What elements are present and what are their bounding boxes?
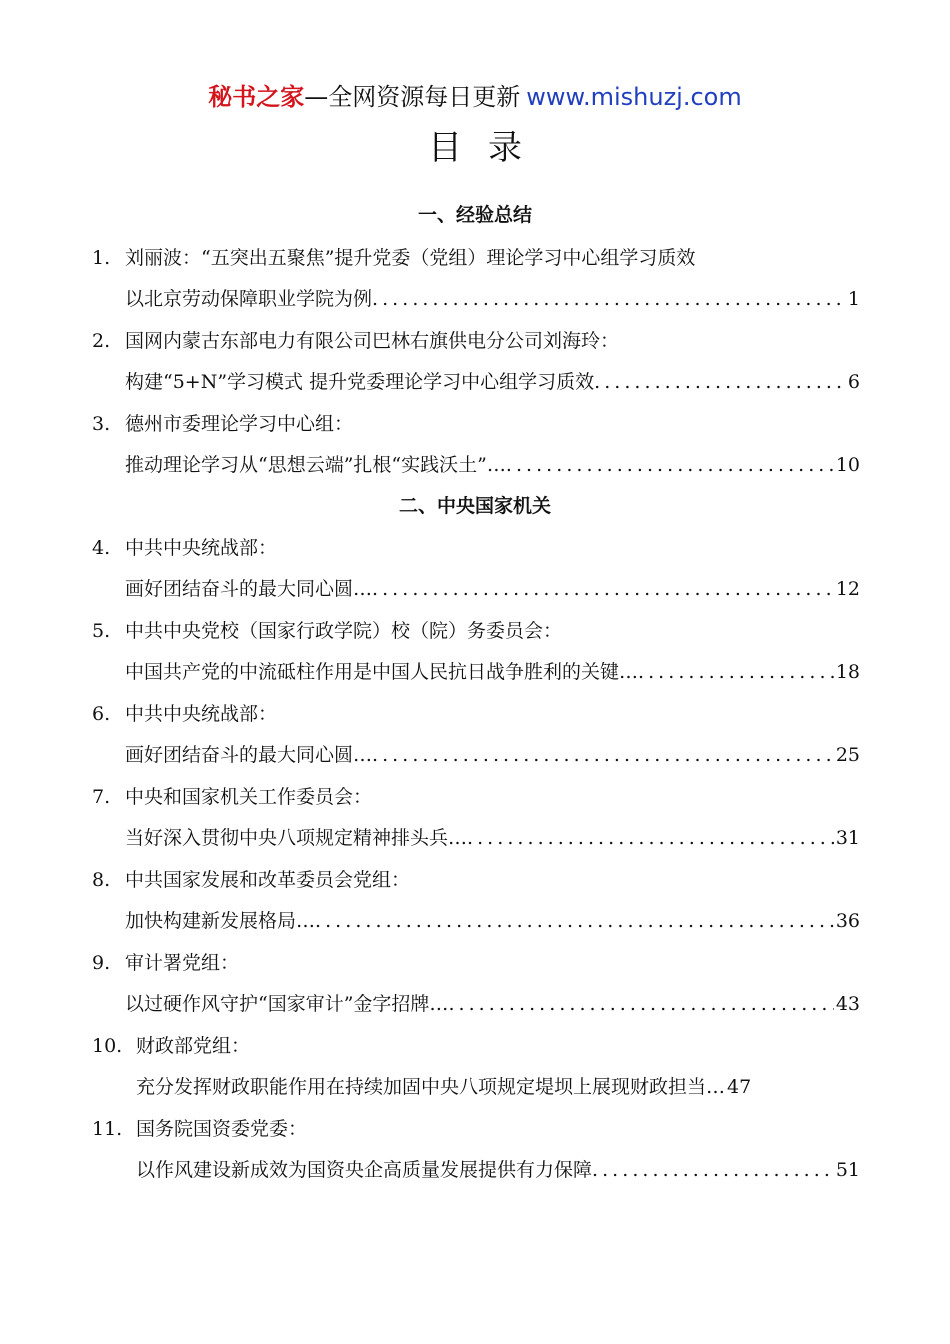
toc-entry-title: 以北京劳动保障职业学院为例 [125, 288, 373, 310]
site-tagline: —全网资源每日更新 [304, 83, 521, 111]
toc-entry-heading [92, 865, 862, 895]
section-heading: 二、中央国家机关 [398, 495, 551, 517]
site-url-link[interactable]: www.mishuzj.com [526, 83, 742, 111]
toc-page-number: 31 [835, 827, 860, 849]
toc-entry-number: 7. [92, 786, 111, 808]
toc-entry-number: 2. [92, 330, 111, 352]
toc-leader-dots [467, 823, 834, 853]
toc-entry-link[interactable] [125, 450, 860, 480]
toc-page-number: 18 [835, 661, 860, 683]
toc-entry-link[interactable] [125, 574, 860, 604]
toc-page-number: 43 [835, 993, 860, 1015]
toc-entry-heading [92, 1031, 862, 1061]
toc-entry-heading [92, 948, 862, 978]
toc-entry-author: 国务院国资委党委： [136, 1118, 308, 1140]
site-header [0, 80, 950, 114]
toc-entry-link[interactable] [125, 657, 860, 687]
toc-leader-dots [315, 906, 834, 936]
toc-entry-heading [92, 409, 862, 439]
toc-page-number: 25 [835, 744, 860, 766]
toc-entry-title: 充分发挥财政职能作用在持续加固中央八项规定堤坝上展现财政担当… [136, 1076, 726, 1098]
toc-entry-heading [92, 782, 862, 812]
toc-leader-dots [372, 284, 846, 314]
toc-entry-link[interactable] [136, 1072, 860, 1102]
toc-leader-dots [594, 367, 846, 397]
toc-entry-link[interactable] [125, 367, 860, 397]
toc-entry-title: 推动理论学习从“思想云端”扎根“实践沃土”… [125, 454, 506, 476]
toc-entry-author: 中共中央统战部： [125, 703, 278, 725]
toc-entry-author: 国网内蒙古东部电力有限公司巴林右旗供电分公司刘海玲： [125, 330, 620, 352]
toc-entry-heading [92, 533, 862, 563]
site-brand: 秘书之家 [208, 83, 305, 111]
toc-entry-link[interactable] [136, 1155, 860, 1185]
toc-entry-author: 中共国家发展和改革委员会党组： [125, 869, 411, 891]
toc-page-number: 47 [727, 1076, 752, 1098]
toc-entry-number: 11. [92, 1118, 123, 1140]
toc-entry-number: 9. [92, 952, 111, 974]
toc-entry-heading [92, 326, 862, 356]
toc-entry-number: 6. [92, 703, 111, 725]
toc-page-number: 1 [847, 288, 860, 310]
page-title: 目录 [428, 128, 548, 168]
toc-entry-title: 当好深入贯彻中央八项规定精神排头兵… [125, 827, 468, 849]
toc-entry-title: 中国共产党的中流砥柱作用是中国人民抗日战争胜利的关键… [125, 661, 639, 683]
toc-entry-title: 画好团结奋斗的最大同心圆… [125, 578, 373, 600]
toc-entry-number: 3. [92, 413, 111, 435]
toc-entry-heading [92, 616, 862, 646]
toc-entry-number: 8. [92, 869, 111, 891]
toc-entry-number: 5. [92, 620, 111, 642]
toc-entry-heading [92, 243, 862, 273]
toc-page-number: 36 [835, 910, 860, 932]
toc-page-number: 6 [847, 371, 860, 393]
toc-entry-link[interactable] [125, 740, 860, 770]
toc-entry-number: 10. [92, 1035, 123, 1057]
toc-entry-link[interactable] [125, 989, 860, 1019]
toc-leader-dots [448, 989, 833, 1019]
toc-entry-link[interactable] [125, 284, 860, 314]
toc-entry-title: 加快构建新发展格局… [125, 910, 316, 932]
toc-page-number: 10 [835, 454, 860, 476]
toc-entry-author: 中共中央统战部： [125, 537, 278, 559]
toc-entry-author: 刘丽波：“五突出五聚焦”提升党委（党组）理论学习中心组学习质效 [125, 247, 696, 269]
toc-leader-dots [372, 574, 834, 604]
toc-entry-number: 1. [92, 247, 111, 269]
toc-entry-author: 中共中央党校（国家行政学院）校（院）务委员会： [125, 620, 563, 642]
toc-entry-author: 德州市委理论学习中心组： [125, 413, 354, 435]
toc-entry-title: 画好团结奋斗的最大同心圆… [125, 744, 373, 766]
toc-entry-author: 中央和国家机关工作委员会： [125, 786, 373, 808]
toc-leader-dots [506, 450, 834, 480]
section-heading: 一、经验总结 [417, 204, 532, 226]
toc-leader-dots [592, 1155, 834, 1185]
toc-page-number: 12 [835, 578, 860, 600]
toc-entry-number: 4. [92, 537, 111, 559]
toc-entry-author: 审计署党组： [125, 952, 240, 974]
toc-entry-link[interactable] [125, 823, 860, 853]
toc-entry-title: 构建“5+N”学习模式 提升党委理论学习中心组学习质效 [125, 371, 595, 393]
toc-leader-dots [638, 657, 834, 687]
toc-page-number: 51 [835, 1159, 860, 1181]
toc-entry-title: 以作风建设新成效为国资央企高质量发展提供有力保障 [136, 1159, 593, 1181]
toc-entry-link[interactable] [125, 906, 860, 936]
toc-entry-heading [92, 1114, 862, 1144]
toc-entry-title: 以过硬作风守护“国家审计”金字招牌… [125, 993, 449, 1015]
toc-leader-dots [372, 740, 834, 770]
toc-entry-heading [92, 699, 862, 729]
toc-entry-author: 财政部党组： [136, 1035, 251, 1057]
